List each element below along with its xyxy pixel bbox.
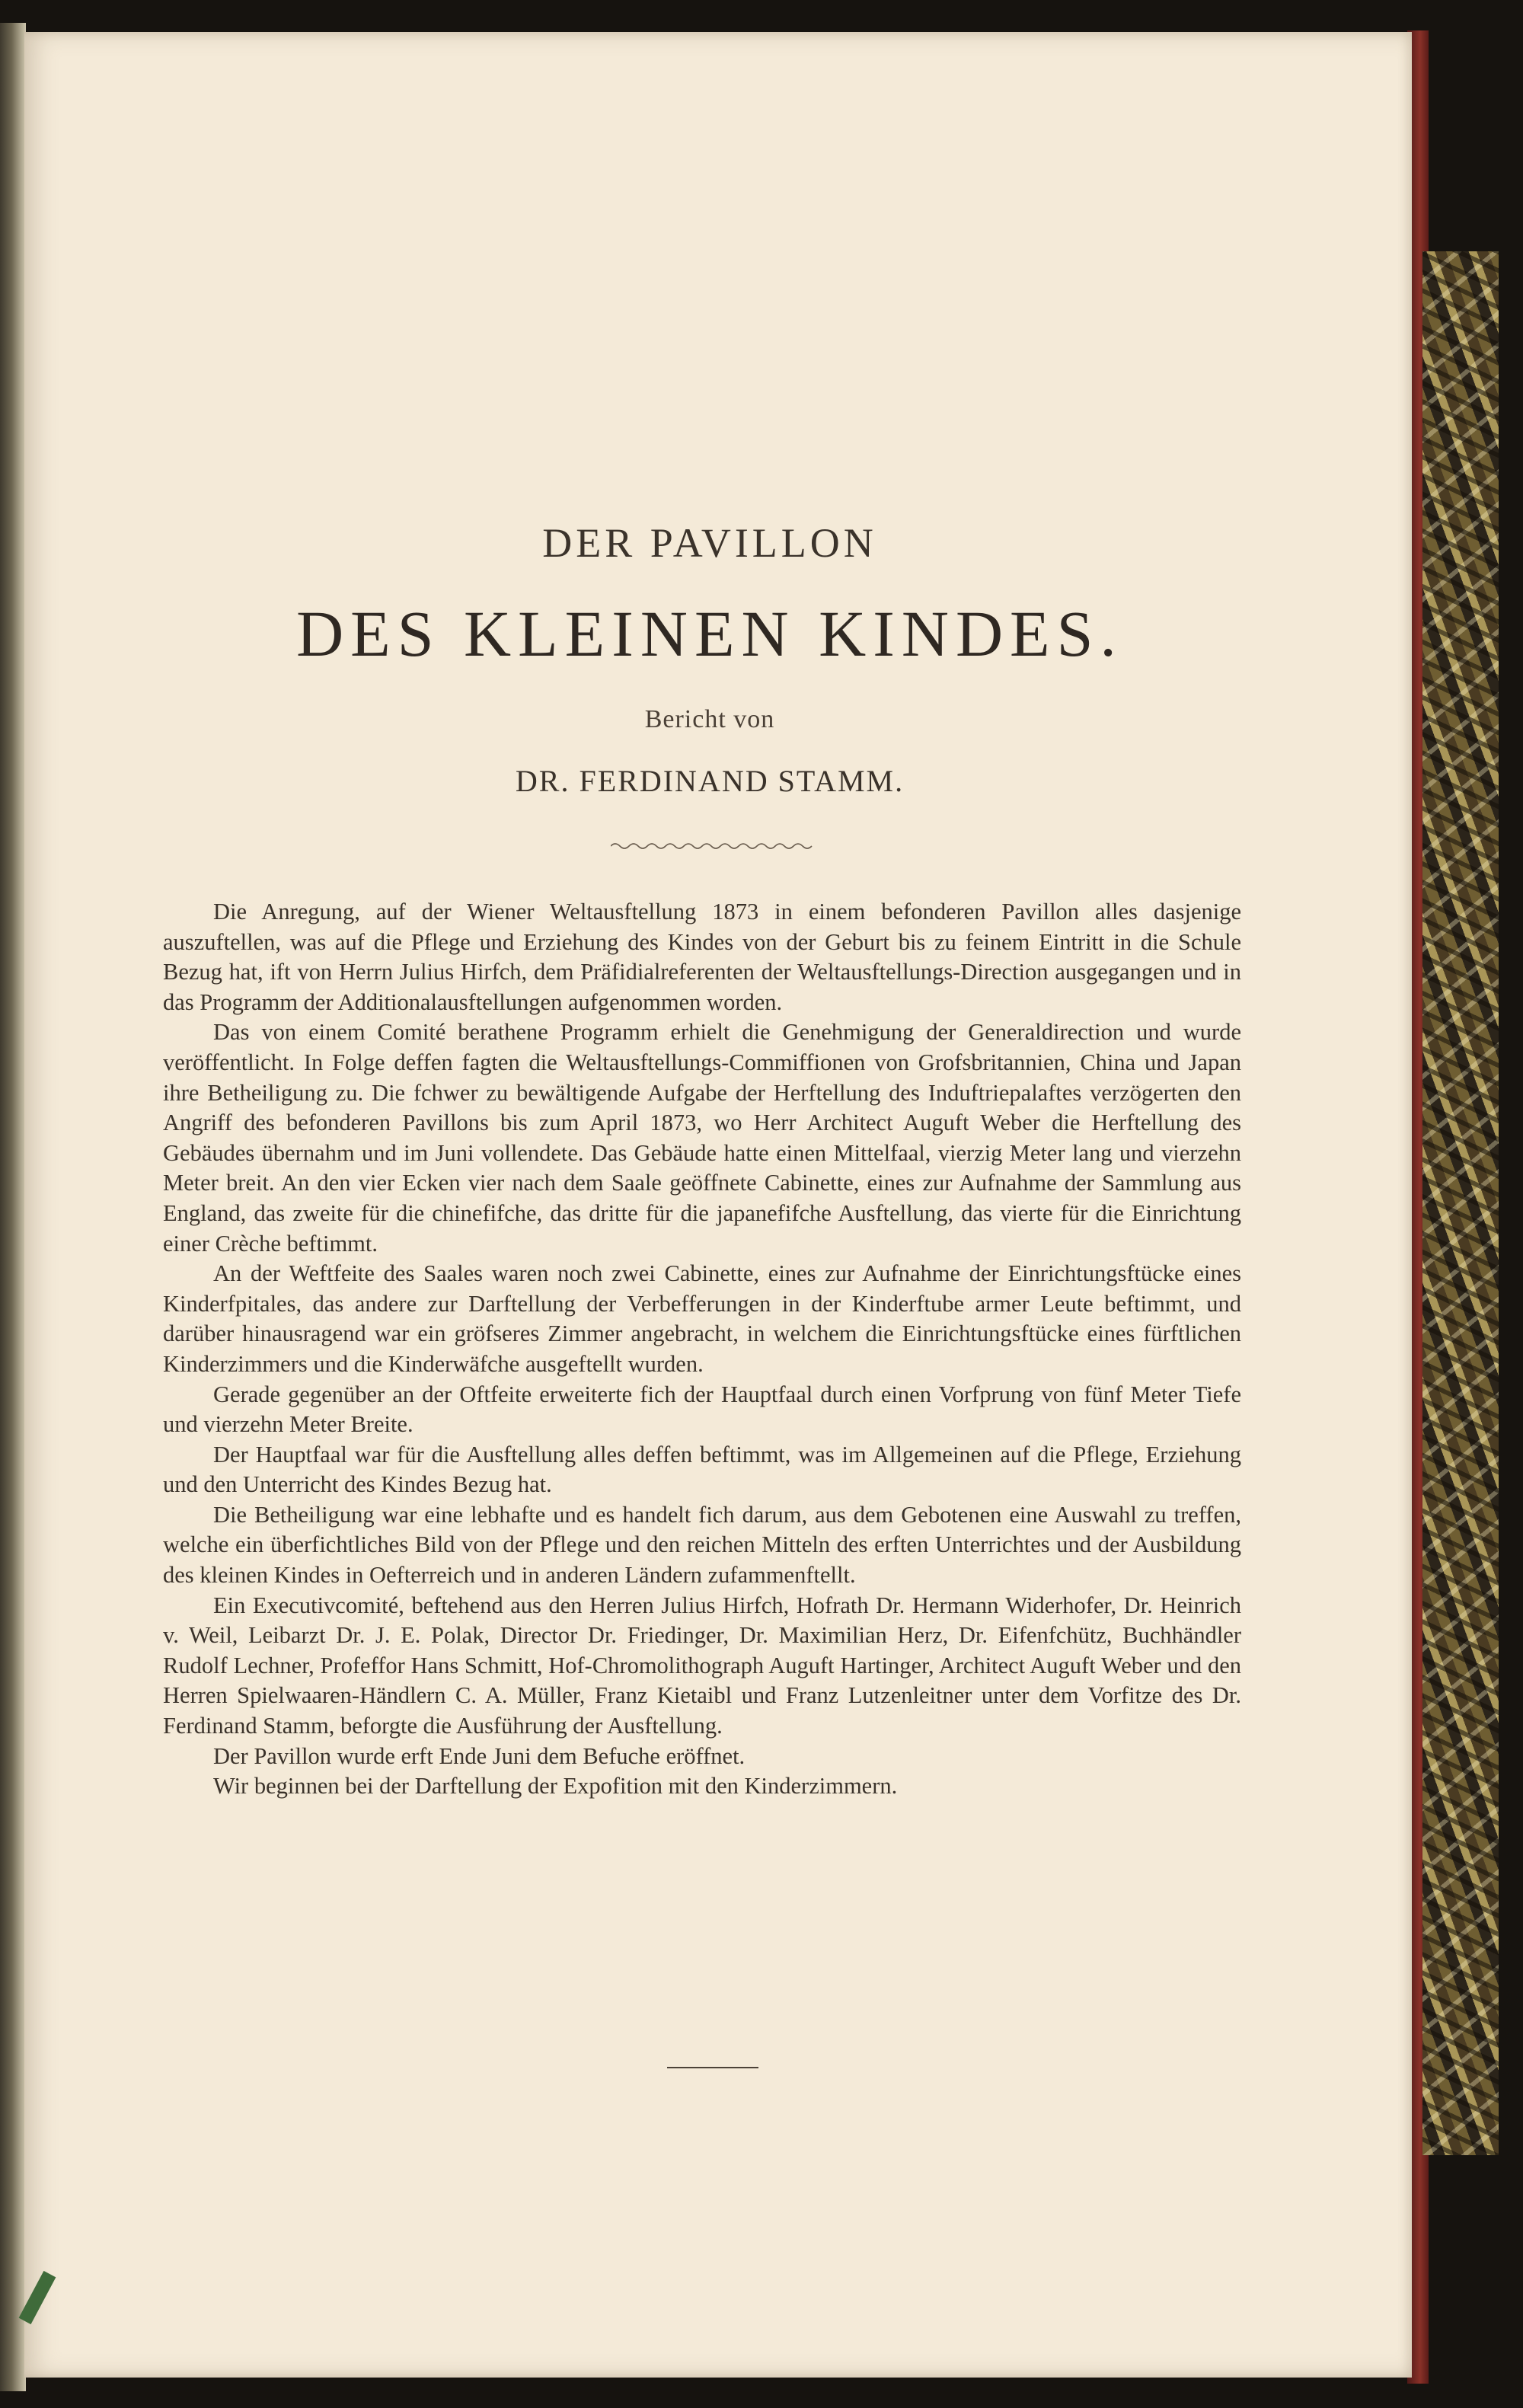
paragraph: Die Betheiligung war eine lebhafte und es handelt fich darum, aus dem Gebotenen eine Auswahl zu treffen, welche ein überfichtliches Bild von der Pflege und den reichen Mitteln des erften Unterrichtes und der Ausbildung des kleinen Kindes in Oefterreich und in anderen Ländern zufammenftellt. [163,1501,1241,1589]
body-text [163,897,1241,1802]
byline-prefix: Bericht von [644,705,775,733]
paragraph: An der Weftfeite des Saales waren noch zwei Cabinette, eines zur Aufnahme der Einrichtungsftücke eines Kinderfpitales, das andere zur Darftellung der Verbefferungen in der Kinderftube armer Leute beftimmt, und darüber hinausragend war ein gröfseres Zimmer angebracht, in welchem die Einrichtungsftücke eines fürftlichen Kinderzimmers und die Kinderwäfche ausgeftellt wurden. [163,1260,1241,1377]
chapter-heading [24,32,1412,870]
book-page [24,32,1412,2378]
paragraph: Die Anregung, auf der Wiener Weltausftellung 1873 in einem befonderen Pavillon alles dasjenige auszuftellen, was auf die Pflege und Erziehung des Kindes von der Geburt bis zu feinem Eintritt in die Schule Bezug hat, ift von Herrn Julius Hirfch, dem Präfidialreferenten der Weltausftellungs-Direction ausgegangen und in das Programm der Additionalausftellungen aufgenommen worden. [163,899,1241,1015]
end-rule [667,2067,758,2068]
title-line-2: DES KLEINEN KINDES. [296,597,1123,670]
paragraph: Wir beginnen bei der Darftellung der Expofition mit den Kinderzimmern. [213,1773,898,1800]
author-name: DR. FERDINAND STAMM. [515,764,905,798]
paragraph: Der Hauptfaal war für die Ausftellung alles deffen beftimmt, was im Allgemeinen auf die Pflege, Erziehung und den Unterricht des Kindes Bezug hat. [163,1441,1241,1498]
paragraph: Der Pavillon wurde erft Ende Juni dem Befuche eröffnet. [213,1742,746,1769]
paragraph: Gerade gegenüber an der Oftfeite erweiterte fich der Hauptfaal durch einen Vorfprung von fünf Meter Tiefe und vierzehn Meter Breite. [163,1381,1241,1438]
left-page-edge [0,23,26,2391]
marbled-endpaper [1422,251,1499,2155]
title-line-1: DER PAVILLON [542,520,877,566]
paragraph: Das von einem Comité berathene Programm erhielt die Genehmigung der Generaldirection und wurde veröffentlicht. In Folge deffen fagten die Weltausftellungs-Commiffionen von Grofsbritannien, China und Japan ihre Betheiligung zu. Die fchwer zu bewältigende Aufgabe der Herftellung des Induftriepalaftes verzögerten den Angriff des befonderen Pavillons bis zum April 1873, wo Herr Architect Auguft Weber die Herftellung des Gebäudes übernahm und im Juni vollendete. Das Gebäude hatte einen Mittelfaal, vierzig Meter lang und vierzehn Meter breit. An den vier Ecken vier nach dem Saale geöffnete Cabinette, eines zur Aufnahme der Sammlung aus England, das zweite für die chinefifche, das dritte für die japanefifche Ausftellung, das vierte für die Einrichtung einer Crèche beftimmt. [163,1019,1241,1257]
paragraph: Ein Executivcomité, beftehend aus den Herren Julius Hirfch, Hofrath Dr. Hermann Widerhofer, Dr. Heinrich v. Weil, Leibarzt Dr. J. E. Polak, Director Dr. Friedinger, Dr. Maximilian Herz, Dr. Eifenfchütz, Buchhändler Rudolf Lechner, Profeffor Hans Schmitt, Hof-Chromolithograph Auguft Hartinger, Architect Auguft Weber und den Herren Spielwaaren-Händlern C. A. Müller, Franz Kietaibl und Franz Lutzenleitner unter dem Vorfitze des Dr. Ferdinand Stamm, beforgte die Ausführung der Ausftellung. [163,1592,1241,1739]
ornament-divider [611,841,816,851]
